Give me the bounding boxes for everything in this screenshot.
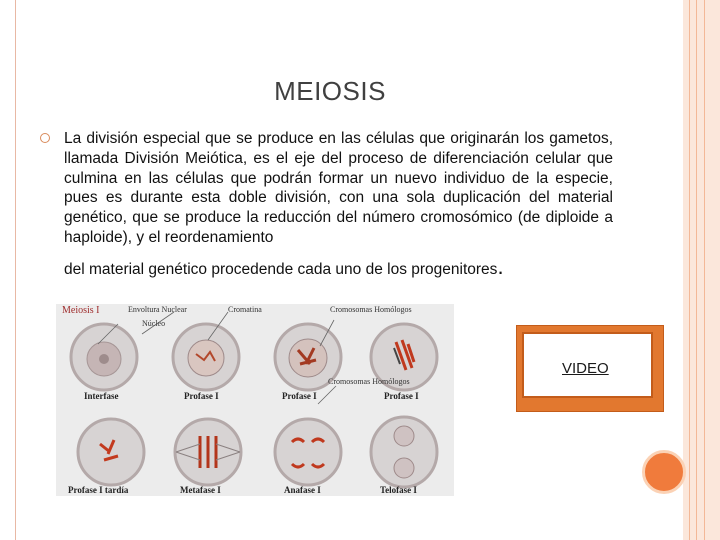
right-decorative-band (683, 0, 720, 540)
cell-profase-1a (173, 324, 239, 390)
stage-label: Metafase I (180, 485, 221, 495)
decorative-circle (642, 450, 686, 494)
label-cromosomas-top: Cromosomas Homólogos (330, 305, 412, 314)
label-cromatina: Cromatina (228, 305, 262, 314)
stage-label: Profase I (282, 391, 317, 401)
label-nucleo: Núcleo (142, 319, 166, 328)
meiosis-diagram (56, 304, 454, 496)
stage-label: Telofase I (380, 485, 417, 495)
body-paragraph: La división especial que se produce en las células que originarán los gametos, llamada División Meiótica, es el eje del proceso de diferenciación celular que culmina en las células que podrán formar un nuevo individuo de la especie, pues es durante esta doble división, con una sola duplicación del material genético, que se produce la reducción del número cromosómico (de diploide a haploide), y el reordenamiento (64, 130, 613, 246)
cell-telofase (371, 417, 437, 487)
body-last-line: del material genético procedende cada uno de los progenitores (64, 261, 498, 278)
cell-interfase (71, 324, 137, 390)
bullet-icon (40, 133, 50, 143)
label-cromosomas-mid: Cromosomas Homólogos (328, 377, 410, 386)
stage-label: Interfase (84, 391, 119, 401)
band-line (704, 0, 705, 540)
band-line (689, 0, 690, 540)
stage-label: Profase I tardía (68, 485, 129, 495)
body-paragraph-end (64, 254, 504, 280)
cell-anafase (275, 419, 341, 485)
meiosis-diagram-svg (56, 304, 454, 496)
diagram-heading: Meiosis I (62, 305, 100, 316)
band-line (696, 0, 697, 540)
cell-profase-tardia (78, 419, 144, 485)
stage-label: Anafase I (284, 485, 321, 495)
slide-title: MEIOSIS (274, 76, 386, 106)
cell-metafase (175, 419, 241, 485)
video-link[interactable]: VIDEO (562, 360, 609, 377)
stage-label: Profase I (184, 391, 219, 401)
stage-label: Profase I (384, 391, 419, 401)
label-envoltura: Envoltura Nuclear (128, 305, 187, 314)
end-period: . (497, 254, 504, 279)
